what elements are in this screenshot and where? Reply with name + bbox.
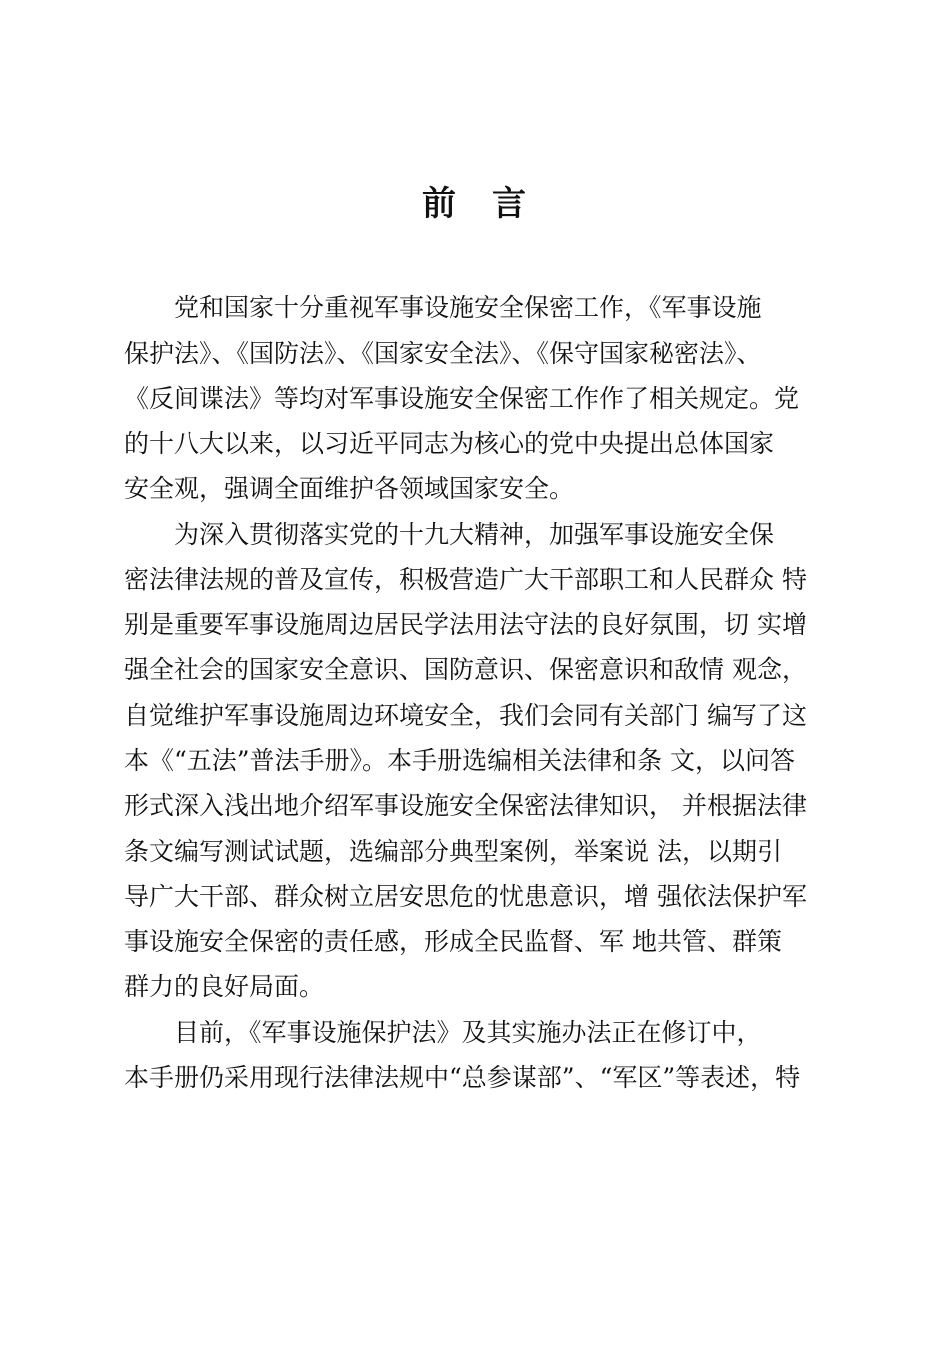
text-line: 的十八大以来，以习近平同志为核心的党中央提出总体国家 [124, 429, 775, 458]
text-line: 安全观，强调全面维护各领域国家安全。 [124, 474, 575, 503]
text-line: 群力的良好局面。 [124, 972, 325, 1001]
text-line: 目前，《军事设施保护法》及其实施办法正在修订中， [124, 1018, 762, 1047]
page-title [0, 176, 950, 225]
text-line: 《反间谍法》等均对军事设施安全保密工作作了相关规定。党 [124, 384, 800, 413]
text-line: 别是重要军事设施周边居民学法用法守法的良好氛围，切 实增 [124, 610, 807, 639]
text-line: 本《“五法”普法手册》。本手册选编相关法律和条 文，以问答 [124, 746, 796, 775]
text-line: 密法律法规的普及宣传，积极营造广大干部职工和人民群众 特 [124, 565, 807, 594]
title-char-1: 前 [422, 184, 458, 224]
text-line: 自觉维护军事设施周边环境安全，我们会同有关部门 编写了这 [124, 701, 807, 730]
text-line: 本手册仍采用现行法律法规中“总参谋部”、“军区”等表述，特 [124, 1063, 801, 1092]
text-line: 强全社会的国家安全意识、国防意识、保密意识和敌情 观念， [124, 655, 807, 684]
text-line: 事设施安全保密的责任感，形成全民监督、军 地共管、群策 [124, 927, 782, 956]
text-line: 导广大干部、群众树立居安思危的忧患意识，增 强依法保护军 [124, 882, 807, 911]
title-char-2: 言 [492, 184, 528, 224]
text-line: 形式深入浅出地介绍军事设施安全保密法律知识， 并根据法律 [124, 791, 807, 820]
text-line: 保护法》、《国防法》、《国家安全法》、《保守国家秘密法》、 [124, 339, 762, 368]
text-line: 党和国家十分重视军事设施安全保密工作，《军事设施 [124, 293, 762, 322]
text-line: 条文编写测试试题，选编部分典型案例，举案说 法，以期引 [124, 837, 782, 866]
text-line: 为深入贯彻落实党的十九大精神，加强军事设施安全保 [124, 520, 775, 549]
